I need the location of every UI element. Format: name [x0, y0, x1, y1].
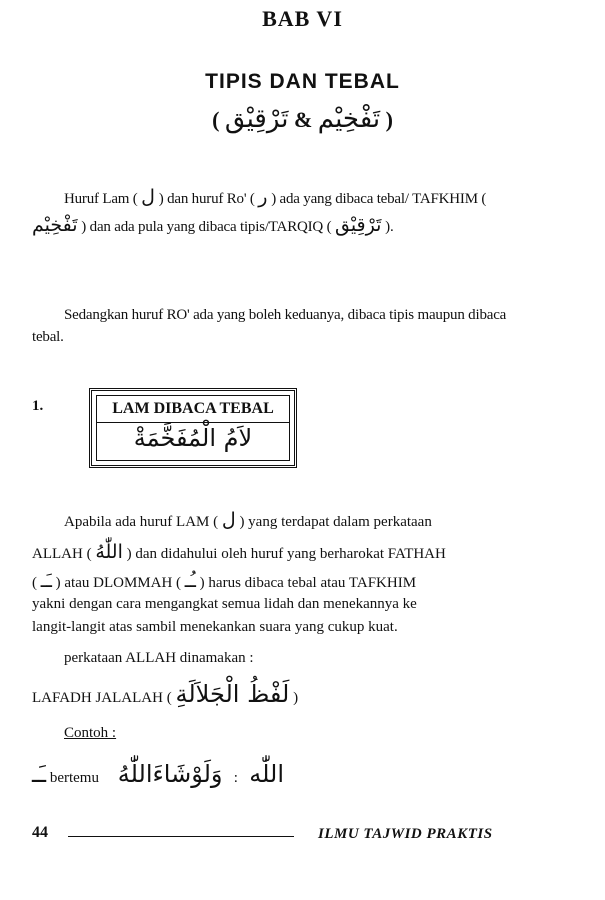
rule-line-4: yakni dengan cara mengangkat semua lidah dan menekannya ke [32, 596, 417, 612]
rule-text: Apabila ada huruf LAM ( [64, 514, 219, 530]
arabic-phrase-example: وَلَوْشَاءَاللّٰهُ [117, 760, 223, 788]
rule-box-title: LAM DIBACA TEBAL [97, 396, 289, 423]
rule-text: ALLAH ( [32, 546, 92, 562]
rule-box-arabic: لاَمُ الْمُفَخَّمَةْ [133, 424, 253, 452]
section-title: TIPIS DAN TEBAL [205, 70, 400, 93]
footer-rule [68, 836, 294, 837]
rule-text: ) yang terdapat dalam perkataan [239, 514, 432, 530]
arabic-tarqiq-inline: تَرْقِيْق [334, 214, 382, 236]
rule-line-3 [32, 570, 416, 592]
ampersand: & [293, 107, 313, 132]
lafadh-paren: ) [293, 690, 299, 706]
example-text: bertemu [49, 770, 99, 786]
paragraph-intro [32, 184, 532, 240]
intro-text-2: ) dan huruf Ro' ( [158, 191, 255, 207]
arabic-ro: ر [258, 186, 268, 208]
example-line [32, 760, 284, 788]
paragraph-ro: Sedangkan huruf RO' ada yang boleh keduanya, dibaca tipis maupun dibaca tebal. [32, 307, 507, 345]
arabic-tarqiq: تَرْقِيْق [224, 104, 289, 134]
fathah-example-mark: ـَـ [32, 760, 47, 788]
arabic-lam-2: ل [221, 509, 236, 531]
arabic-allah-example: اللّٰه [249, 760, 284, 788]
naming-line: perkataan ALLAH dinamakan : [64, 650, 254, 666]
intro-text-4: ) dan ada pula yang dibaca tipis/TARQIQ ( [81, 219, 332, 235]
rule-text: ( [32, 575, 37, 591]
rule-line-2 [32, 541, 446, 563]
lafadh-text: LAFADH JALALAH ( [32, 690, 172, 706]
arabic-lam: ل [141, 186, 155, 208]
page-number: 44 [32, 824, 48, 841]
intro-text-1: Huruf Lam ( [64, 191, 138, 207]
rule-text: ) dan didahului oleh huruf yang berharokat FATHAH [126, 546, 446, 562]
intro-text-5: ). [385, 219, 394, 235]
arabic-tafkhim-inline: تَفْخِيْم [32, 214, 78, 236]
example-colon: : [233, 770, 238, 786]
arabic-allah: اللّٰهُ [95, 541, 123, 563]
rule-text: ) harus dibaca tebal atau TAFKHIM [199, 575, 417, 591]
dlommah-mark: ـُـ [184, 570, 196, 592]
item-number: 1. [32, 398, 44, 414]
rule-line-5: langit-langit atas sambil menekankan suara yang cukup kuat. [32, 619, 398, 635]
book-title: ILMU TAJWID PRAKTIS [318, 826, 493, 842]
intro-text-3: ) ada yang dibaca tebal/ TAFKHIM ( [271, 191, 487, 207]
rule-text: ) atau DLOMMAH ( [55, 575, 182, 591]
paren-open: ( [212, 107, 220, 132]
rule-line-1 [64, 509, 432, 531]
paren-close: ) [385, 107, 393, 132]
example-heading: Contoh : [64, 725, 117, 741]
rule-box-inner [96, 395, 290, 461]
rule-box [89, 388, 297, 468]
arabic-tafkhim: تَفْخِيْم [317, 104, 381, 134]
section-subtitle [0, 104, 605, 134]
fathah-mark: ـَـ [40, 570, 52, 592]
lafadh-line [32, 680, 298, 708]
arabic-lafadh-jalalah: لَفْظُ الْجَلاَلَةِ [175, 680, 290, 708]
chapter-heading: BAB VI [262, 6, 343, 31]
